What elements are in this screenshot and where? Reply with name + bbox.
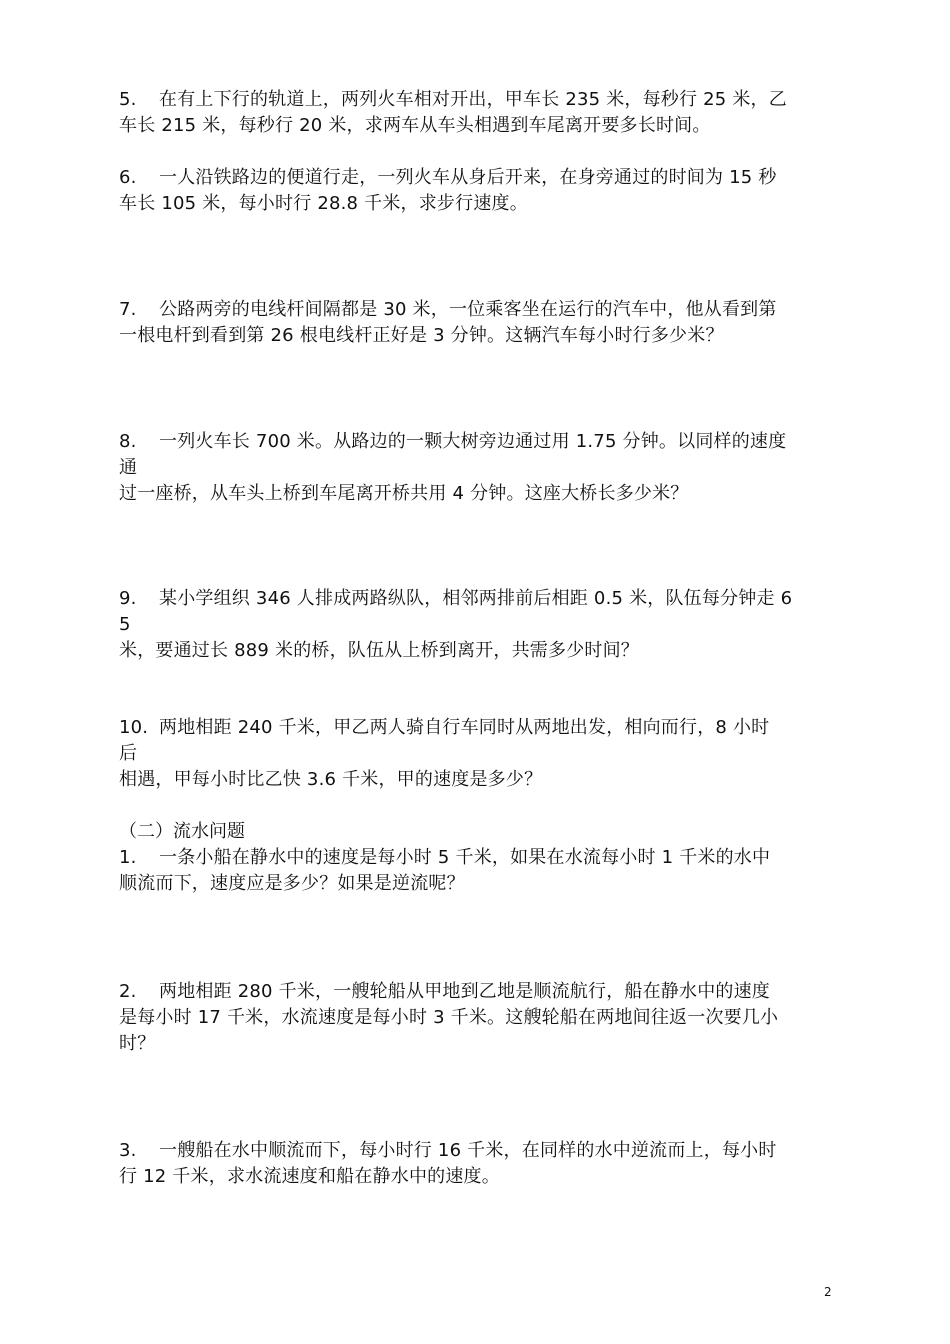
problem-10-line-1	[119, 716, 769, 740]
problem-text: 车长 215 米，每秒行 20 米，求两车从车头相遇到车尾离开要多长时间。	[119, 115, 711, 136]
problem-9-line-1	[119, 587, 792, 611]
problem-10-line-2	[119, 742, 137, 766]
problem-text: 5	[119, 614, 131, 635]
problem-text: 两地相距 280 千米，一艘轮船从甲地到乙地是顺流航行，船在静水中的速度	[159, 981, 770, 1002]
flow-problem-2-line-2	[119, 1006, 778, 1030]
problem-text: 两地相距 240 千米，甲乙两人骑自行车同时从两地出发，相向而行，8 小时	[159, 717, 770, 738]
problem-text: 是每小时 17 千米，水流速度是每小时 3 千米。这艘轮船在两地间往返一次要几小	[119, 1007, 779, 1028]
problem-number: 5.	[119, 89, 137, 110]
problem-9-line-3	[119, 639, 639, 663]
flow-problem-1-line-1	[119, 846, 770, 870]
problem-text: 一人沿铁路边的便道行走，一列火车从身后开来，在身旁通过的时间为 15 秒	[159, 167, 777, 188]
problem-text: 一根电杆到看到第 26 根电线杆正好是 3 分钟。这辆汽车每小时行多少米？	[119, 325, 724, 346]
problem-text: 某小学组织 346 人排成两路纵队，相邻两排前后相距 0.5 米，队伍每分钟走 6	[159, 588, 793, 609]
problem-text: 行 12 千米，求水流速度和船在静水中的速度。	[119, 1166, 500, 1187]
problem-text: 车长 105 米，每小时行 28.8 千米，求步行速度。	[119, 193, 528, 214]
problem-8-line-3	[119, 482, 689, 506]
section-title: （二）流水问题	[119, 821, 245, 842]
problem-6-line-1	[119, 166, 777, 190]
problem-text: 一条小船在静水中的速度是每小时 5 千米，如果在水流每小时 1 千米的水中	[159, 847, 771, 868]
flow-problem-2-line-3	[119, 1032, 155, 1056]
problem-text: 通	[119, 457, 138, 478]
problem-number: 2.	[119, 981, 137, 1002]
flow-problem-3-line-1	[119, 1139, 777, 1163]
problem-7-line-2	[119, 324, 724, 348]
problem-text: 一列火车长 700 米。从路边的一颗大树旁边通过用 1.75 分钟。以同样的速度	[159, 431, 787, 452]
problem-10-line-3	[119, 768, 542, 792]
problem-7-line-1	[119, 298, 777, 322]
problem-text: 一艘船在水中顺流而下，每小时行 16 千米，在同样的水中逆流而上，每小时	[159, 1140, 777, 1161]
problem-number: 6.	[119, 167, 137, 188]
problem-text: 后	[119, 743, 138, 764]
problem-5-line-2	[119, 114, 711, 138]
problem-text: 过一座桥，从车头上桥到车尾离开桥共用 4 分钟。这座大桥长多少米？	[119, 483, 689, 504]
flow-problem-2-line-1	[119, 980, 770, 1004]
problem-text: 顺流而下，速度应是多少？如果是逆流呢？	[119, 873, 465, 894]
problem-6-line-2	[119, 192, 528, 216]
problem-8-line-2	[119, 456, 137, 480]
problem-text: 在有上下行的轨道上，两列火车相对开出，甲车长 235 米，每秒行 25 米，乙	[159, 89, 787, 110]
problem-number: 10.	[119, 717, 149, 738]
problem-text: 时？	[119, 1033, 156, 1054]
problem-text: 公路两旁的电线杆间隔都是 30 米，一位乘客坐在运行的汽车中，他从看到第	[159, 299, 777, 320]
problem-text: 相遇，甲每小时比乙快 3.6 千米，甲的速度是多少？	[119, 769, 543, 790]
problem-number: 9.	[119, 588, 137, 609]
problem-5-line-1	[119, 88, 787, 112]
flow-problem-3-line-2	[119, 1165, 500, 1189]
problem-8-line-1	[119, 430, 786, 454]
flow-problem-1-line-2	[119, 872, 465, 896]
problem-number: 8.	[119, 431, 137, 452]
problem-9-line-2	[119, 613, 131, 637]
page-number: 2	[824, 1285, 832, 1299]
problem-text: 米，要通过长 889 米的桥，队伍从上桥到离开，共需多少时间？	[119, 640, 639, 661]
problem-number: 7.	[119, 299, 137, 320]
problem-number: 3.	[119, 1140, 137, 1161]
problem-number: 1.	[119, 847, 137, 868]
